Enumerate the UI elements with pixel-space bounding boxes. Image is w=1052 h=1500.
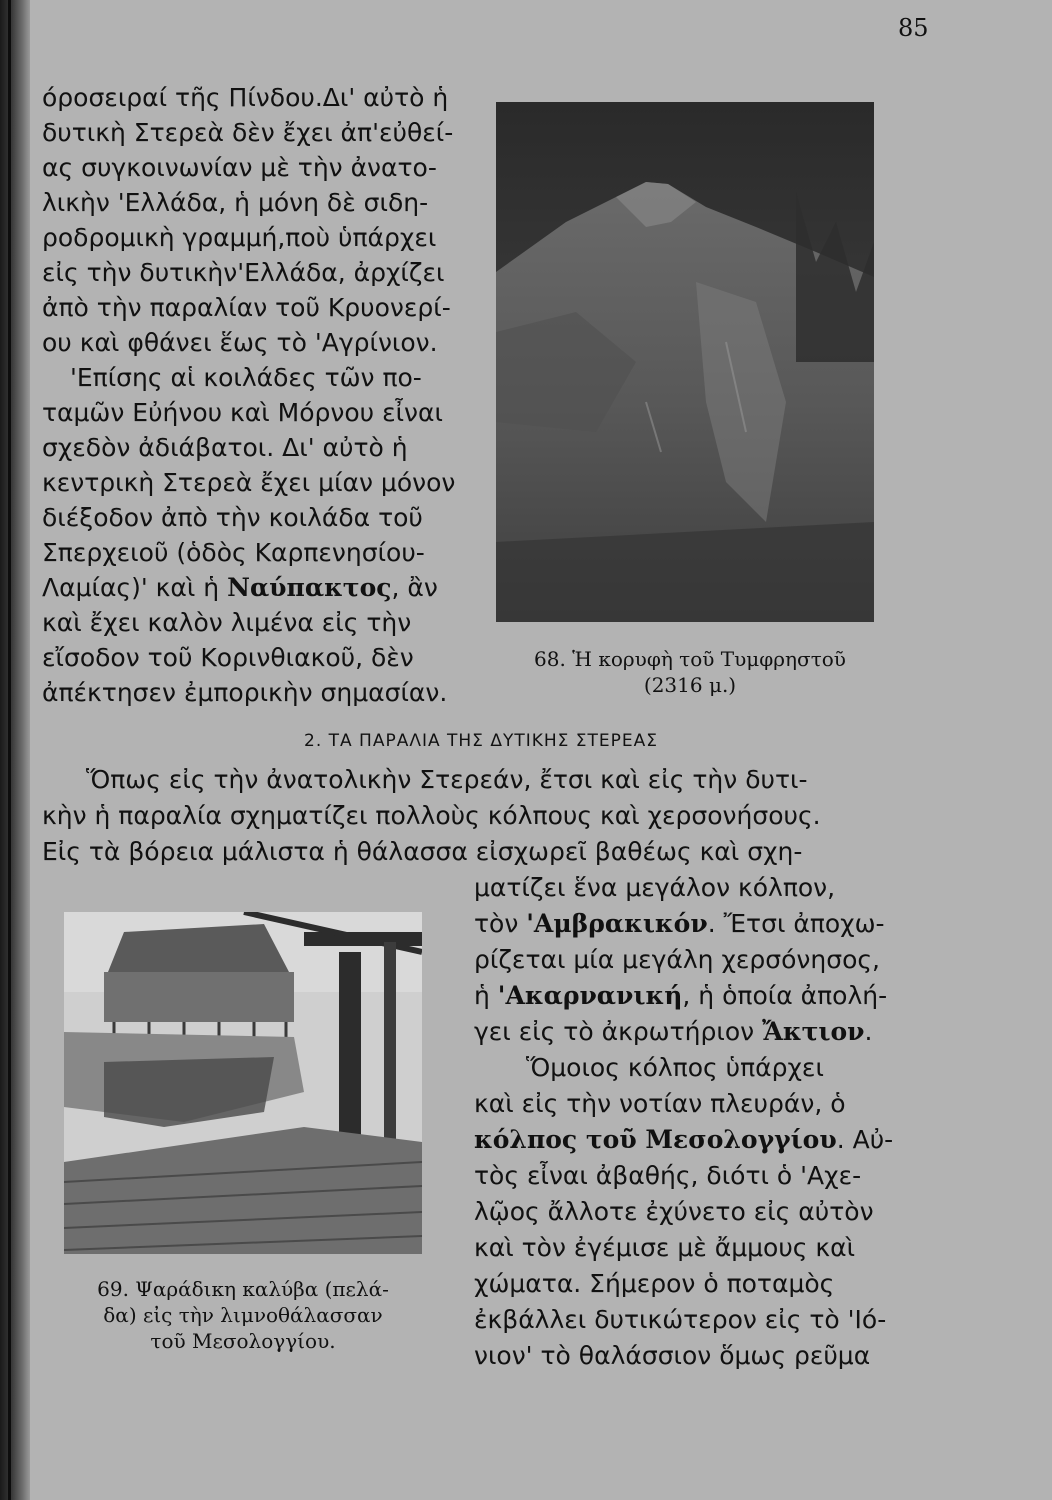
figure-68-caption <box>500 646 880 698</box>
text-line: ρίζεται μία μεγάλη χερσόνησος, <box>474 945 880 974</box>
mountain-photo-drawing <box>496 102 874 622</box>
text-line: εἰς τὴν δυτικὴν'Ελλάδα, ἀρχίζει <box>42 258 445 287</box>
text-line: Σπερχειοῦ (ὁδὸς Καρπενησίου- <box>42 538 425 567</box>
section-heading: 2. ΤΑ ΠΑΡΑΛΙΑ ΤΗΣ ΔΥΤΙΚΗΣ ΣΤΕΡΕΑΣ <box>304 731 659 751</box>
text-line: νιον' τὸ θαλάσσιον ὅμως ρεῦμα <box>474 1341 871 1370</box>
text-line: Εἰς τὰ βόρεια μάλιστα ἡ θάλασσα εἰσχωρεῖ βαθέως καὶ σχη- <box>42 837 803 866</box>
text-line: ου καὶ φθάνει ἕως τὸ 'Αγρίνιον. <box>42 328 438 357</box>
figure-69-caption <box>64 1276 422 1354</box>
figure-69-caption-line: δα) εἰς τὴν λιμνοθάλασσαν <box>103 1303 383 1327</box>
page-number: 85 <box>898 14 929 42</box>
text-line: κόλπος τοῦ Μεσολογγίου. Αὐ- <box>474 1125 894 1154</box>
figure-69-caption-line: 69. Ψαράδικη καλύβα (πελά- <box>97 1277 389 1301</box>
mountain-photo <box>496 102 874 622</box>
text-line: ταμῶν Εὐήνου καὶ Μόρνου εἶναι <box>42 398 443 427</box>
text-line: ἐκβάλλει δυτικώτερον εἰς τὸ 'Ιό- <box>474 1305 887 1334</box>
text-line: τὸς εἶναι ἀβαθής, διότι ὁ 'Αχε- <box>474 1161 862 1190</box>
figure-68-caption-line: 68. Ἡ κορυφὴ τοῦ Τυμφρηστοῦ <box>534 647 846 671</box>
book-page <box>30 0 1052 1500</box>
text-line: δυτικὴ Στερεὰ δὲν ἔχει ἀπ'εὐθεί- <box>42 118 454 147</box>
text-line: διέξοδον ἀπὸ τὴν κοιλάδα τοῦ <box>42 503 423 532</box>
text-line: όροσειραί τῆς Πίνδου.Δι' αὐτὸ ἡ <box>42 83 449 112</box>
fishing-hut-photo-drawing <box>64 912 422 1254</box>
text-line: ας συγκοινωνίαν μὲ τὴν ἀνατο- <box>42 153 437 182</box>
book-binding-shadow <box>0 0 30 1500</box>
text-line: κὴν ἡ παραλία σχηματίζει πολλοὺς κόλπους καὶ χερσονήσους. <box>42 801 821 830</box>
text-line: τὸν 'Αμβρακικόν. Ἔτσι ἀποχω- <box>474 909 885 938</box>
text-line: Ὅπως εἰς τὴν ἀνατολικὴν Στερεάν, ἔτσι καὶ εἰς τὴν δυτι- <box>86 765 808 794</box>
text-line: εἴσοδον τοῦ Κορινθιακοῦ, δὲν <box>42 643 414 672</box>
text-line: ἡ 'Ακαρνανική, ἡ ὁποία ἀπολή- <box>474 981 888 1010</box>
text-line: ἀπέκτησεν ἐμπορικὴν σημασίαν. <box>42 678 448 707</box>
figure-69-caption-line: τοῦ Μεσολογγίου. <box>150 1329 336 1353</box>
text-line: γει εἰς τὸ ἀκρωτήριον Ἄκτιον. <box>474 1017 873 1046</box>
text-line: καὶ τὸν ἐγέμισε μὲ ἄμμους καὶ <box>474 1233 856 1262</box>
text-line: 'Επίσης αἱ κοιλάδες τῶν πο- <box>70 363 422 392</box>
text-line: ματίζει ἕνα μεγάλον κόλπον, <box>474 873 836 902</box>
figure-68-caption-line: (2316 μ.) <box>643 673 737 697</box>
text-line: λικὴν 'Ελλάδα, ἡ μόνη δὲ σιδη- <box>42 188 429 217</box>
text-line: χώματα. Σήμερον ὁ ποταμὸς <box>474 1269 835 1298</box>
text-line: Ὅμοιος κόλπος ὑπάρχει <box>526 1053 824 1082</box>
text-line: λῷος ἄλλοτε ἐχύνετο εἰς αὐτὸν <box>474 1197 874 1226</box>
text-line: σχεδὸν ἀδιάβατοι. Δι' αὐτὸ ἡ <box>42 433 408 462</box>
text-line: καὶ εἰς τὴν νοτίαν πλευράν, ὁ <box>474 1089 846 1118</box>
text-line: κεντρικὴ Στερεὰ ἔχει μίαν μόνον <box>42 468 456 497</box>
text-line: καὶ ἔχει καλὸν λιμένα εἰς τὴν <box>42 608 412 637</box>
text-line: Λαμίας)' καὶ ἡ Ναύπακτος, ἂν <box>42 573 438 602</box>
text-line: ἀπὸ τὴν παραλίαν τοῦ Κρυονερί- <box>42 293 451 322</box>
binding-edge <box>8 0 11 1500</box>
text-line: ροδρομικὴ γραμμή,ποὺ ὑπάρχει <box>42 223 437 252</box>
fishing-hut-photo <box>64 912 422 1254</box>
